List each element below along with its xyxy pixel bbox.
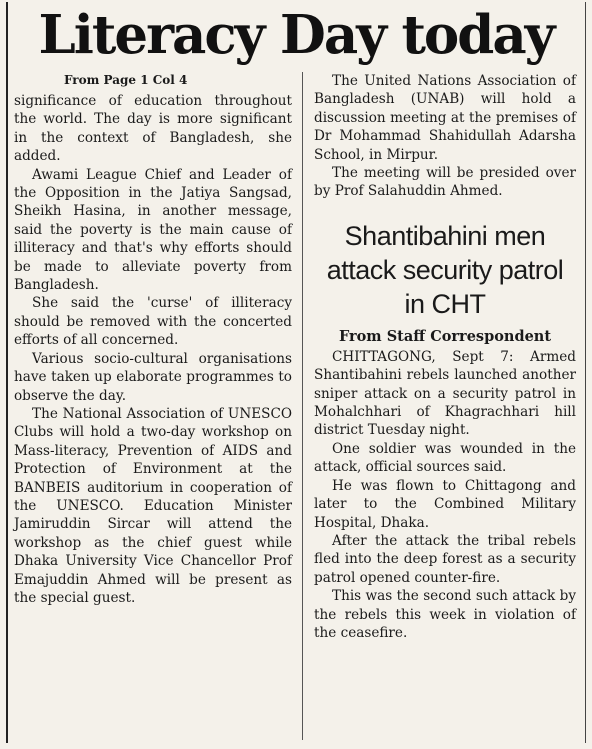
paragraph: After the attack the tribal rebels fled into the deep forest as a security patrol opened counter-fire. — [314, 532, 576, 586]
story-byline: From Staff Correspondent — [338, 327, 552, 345]
paragraph: The National Association of UNESCO Clubs will hold a two-day workshop on Mass-literacy, Prevention of AIDS and Protection of Environment at the BANBEIS auditorium in cooperation of the UNESCO. Education Minister Jamiruddin Sircar will attend the workshop as the chief guest while Dhaka University Vice Chancellor Prof Emajuddin Ahmed will be present as the special guest. — [14, 405, 292, 606]
paragraph: significance of education throughout the world. The day is more significant in the context of Bangladesh, she added. — [14, 93, 292, 165]
left-column — [14, 72, 292, 607]
paragraph: CHITTAGONG, Sept 7: Armed Shantibahini rebels launched another sniper attack on a security patrol in Mohalchhari of Khagrachhari hill district Tuesday night. — [314, 348, 576, 439]
paragraph: She said the 'curse' of illiteracy should be removed with the concerted efforts of all concerned. — [14, 295, 292, 349]
paragraph: The United Nations Association of Bangladesh (UNAB) will hold a discussion meeting at the premises of Dr Mohammad Shahidullah Adarsha School, in Mirpur. — [314, 73, 576, 163]
continuation-line: From Page 1 Col 4 — [64, 73, 188, 87]
story-headline: Shantibahini men attack security patrol in CHT — [326, 220, 564, 319]
column-divider — [302, 72, 303, 740]
page-headline: Literacy Day today — [38, 4, 554, 66]
paragraph: Various socio-cultural organisations have taken up elaborate programmes to observe the day. — [14, 350, 292, 404]
paragraph: This was the second such attack by the rebels this week in violation of the ceasefire. — [314, 588, 576, 641]
paragraph: The meeting will be presided over by Prof Salahuddin Ahmed. — [314, 165, 576, 200]
paragraph: Awami League Chief and Leader of the Opposition in the Jatiya Sangsad, Sheikh Hasina, in another message, said the poverty is the main cause of illiteracy and that's why efforts should be made to alleviate poverty from Bangladesh. — [14, 166, 292, 294]
paragraph: One soldier was wounded in the attack, official sources said. — [314, 440, 576, 476]
paragraph: He was flown to Chittagong and later to the Combined Military Hospital, Dhaka. — [314, 477, 576, 531]
right-column — [314, 72, 576, 642]
